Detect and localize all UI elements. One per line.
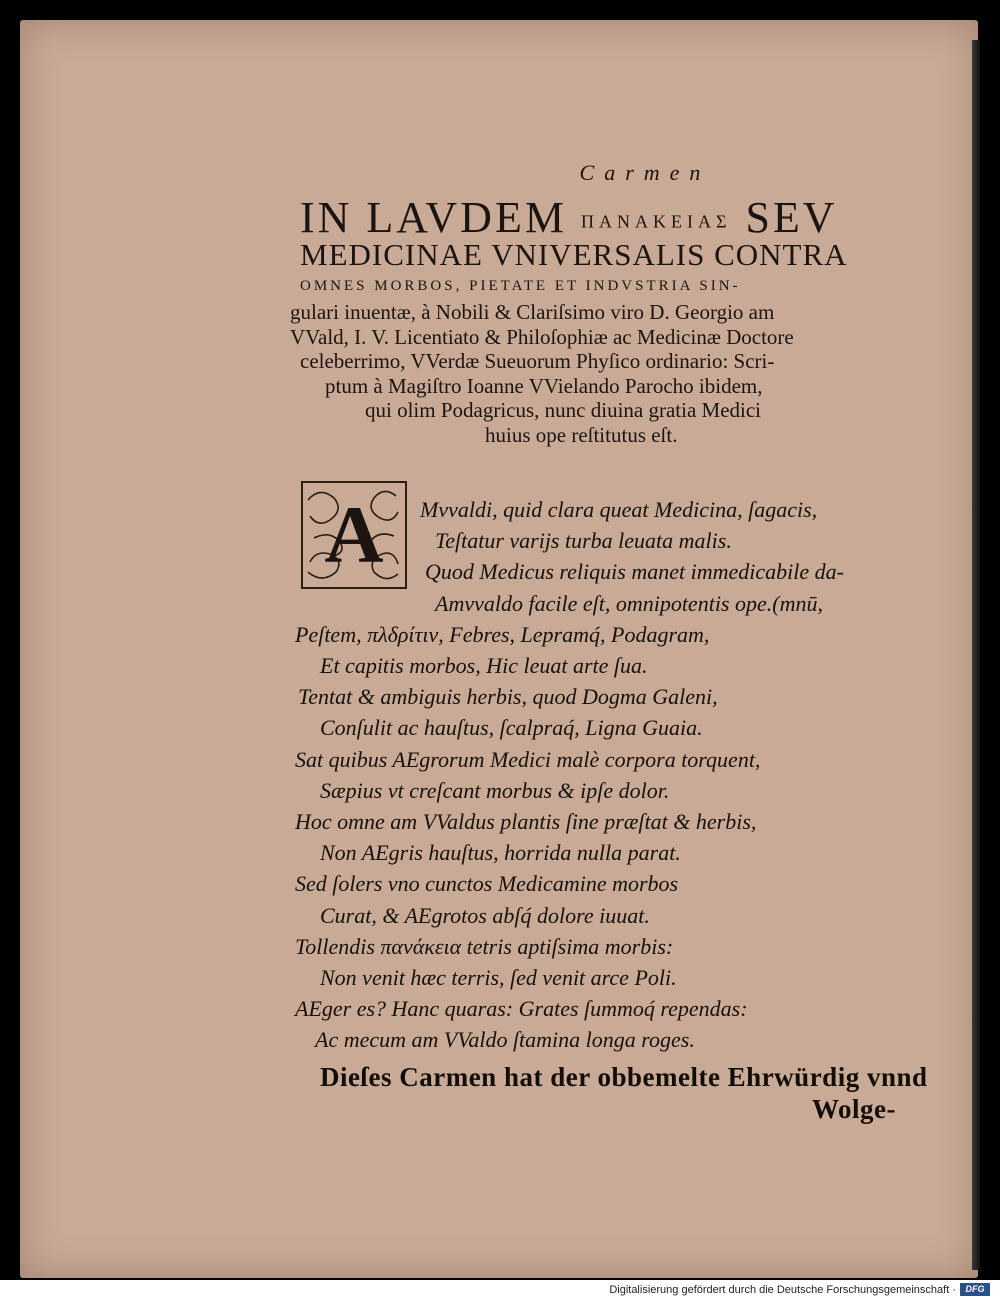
title-line-3: OMNES MORBOS, PIETATE ET INDVSTRIA SIN- xyxy=(300,278,741,294)
footer-bar xyxy=(0,1280,1000,1300)
verse-line: Non venit hæc terris, ſed venit arce Poli. xyxy=(320,965,677,991)
title-line-2: MEDICINAE VNIVERSALIS CONTRA xyxy=(300,237,848,272)
title-line-1 xyxy=(300,192,940,243)
verse-line: Tollendis πανάκεια tetris aptiſsima morbis: xyxy=(295,933,674,959)
verse-line: Peſtem, πλδρίτιν, Febres, Lepramq́, Podagram, xyxy=(295,621,710,647)
prose-line: ptum à Magiſtro Ioanne VVielando Parocho ibidem, xyxy=(325,373,763,398)
verse-line: Non AEgris hauſtus, horrida nulla parat. xyxy=(320,840,681,866)
verse-line: Mvvaldi, quid clara queat Medicina, ſagacis, xyxy=(420,497,818,522)
verse-line: Hoc omne am VValdus plantis ſine præſtat & herbis, xyxy=(295,809,757,835)
verse-line: Sat quibus AEgrorum Medici malè corpora torquent, xyxy=(295,746,761,772)
dfg-logo: DFG xyxy=(960,1283,990,1296)
german-note: Dieſes Carmen hat der obbemelte Ehrwürdig vnnd xyxy=(320,1062,928,1092)
verse-line: Et capitis morbos, Hic leuat arte ſua. xyxy=(320,653,648,679)
poem xyxy=(290,494,940,1056)
title-main-right: SEV xyxy=(745,193,838,242)
dedication-prose xyxy=(290,300,950,447)
title-greek: ΠΑΝΑΚΕΙΑΣ xyxy=(580,211,732,232)
verse-line: Sæpius vt creſcant morbus & ipſe dolor. xyxy=(320,777,670,803)
verse-line: Conſulit ac hauſtus, ſcalpraq́, Ligna Guaia. xyxy=(320,715,703,741)
prose-line: celeberrimo, VVerdæ Sueuorum Phyſico ordinario: Scri- xyxy=(300,349,775,373)
verse-line: Curat, & AEgrotos abſq́ dolore iuuat. xyxy=(320,902,650,928)
page-edge xyxy=(972,40,980,1270)
funding-credit: Digitalisierung gefördert durch die Deutsche Forschungsgemeinschaft · xyxy=(609,1284,956,1296)
catchword: Wolge- xyxy=(812,1094,896,1124)
verse-line: Tentat & ambiguis herbis, quod Dogma Galeni, xyxy=(298,684,718,710)
verse-line: Ac mecum am VValdo ſtamina longa roges. xyxy=(315,1027,695,1053)
prose-line: huius ope reſtitutus eſt. xyxy=(485,422,678,447)
verse-line: Teſtatur varijs turba leuata malis. xyxy=(435,528,732,554)
verse-line: Amvvaldo facile eſt, omnipotentis ope.(mnū, xyxy=(435,590,823,616)
verse-line: Sed ſolers vno cunctos Medicamine morbos xyxy=(295,871,679,897)
prose-line: VVald, I. V. Licentiato & Philoſophiæ ac Medicinæ Doctore xyxy=(290,324,794,349)
carmen-heading: Carmen xyxy=(579,160,711,185)
prose-line: gulari inuentæ, à Nobili & Clariſsimo viro D. Georgio am xyxy=(290,300,775,324)
drop-cap-letter: A xyxy=(324,489,384,580)
prose-line: qui olim Podagricus, nunc diuina gratia Medici xyxy=(365,398,762,422)
verse-line: AEger es? Hanc quaras: Grates ſummoq́ rependas: xyxy=(295,996,748,1022)
verse-line: Quod Medicus reliquis manet immedicabile da- xyxy=(425,559,844,585)
title-main-left: IN LAVDEM xyxy=(300,193,567,242)
